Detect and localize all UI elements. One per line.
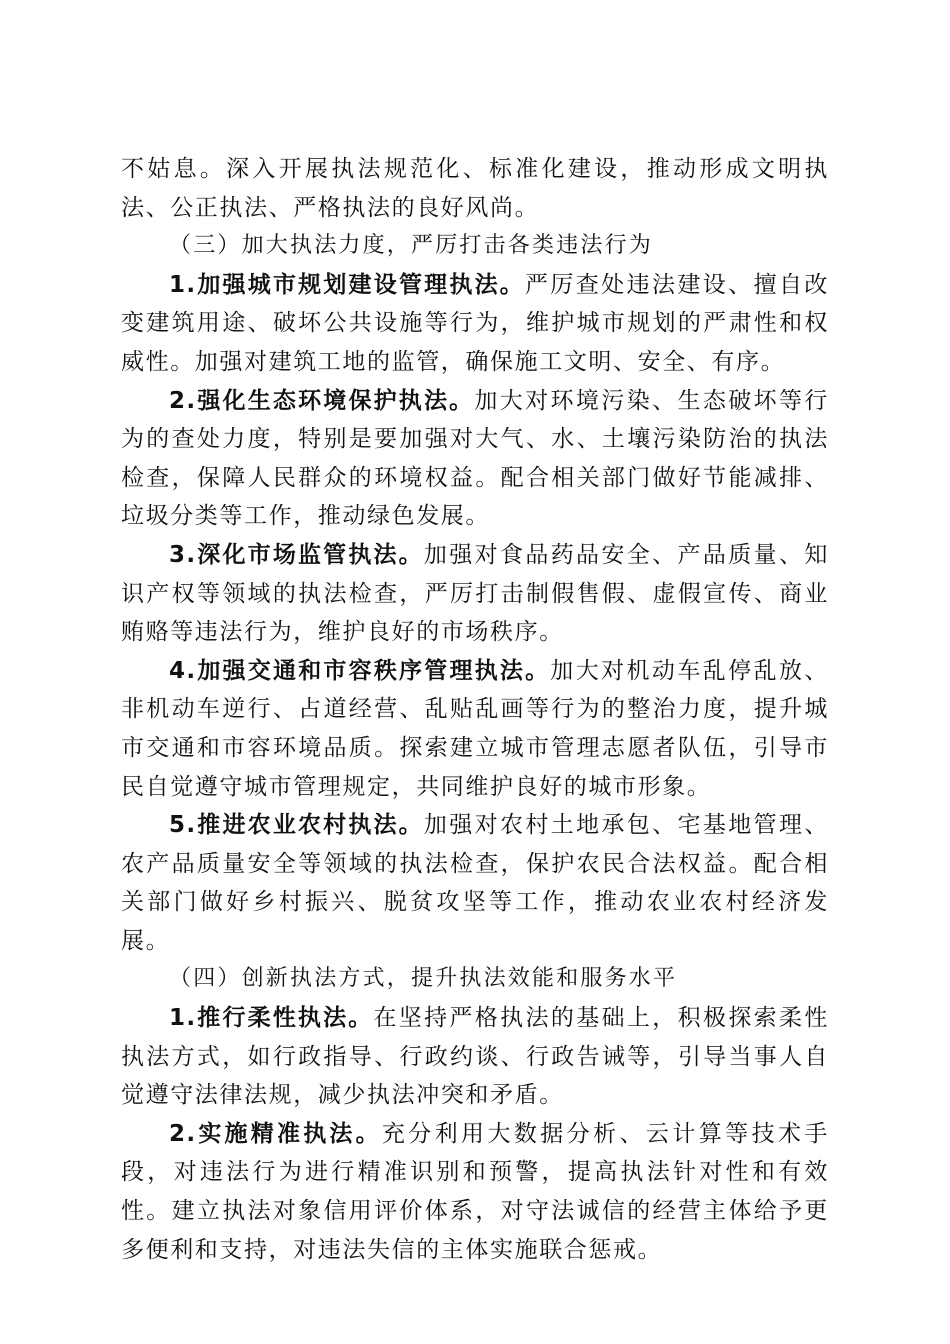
item-lead: 2.实施精准执法。 — [169, 1120, 382, 1147]
section-3-heading: （三）加大执法力度，严厉打击各类违法行为 — [169, 233, 654, 259]
item-text: 严厉查处违法建设、擅自改变建筑用途、破坏公共设施等行为，维护城市规划的严肃性和权威性。加强对建筑工地的监管，确保施工文明、安全、有序。 — [121, 271, 829, 375]
item-lead: 1.加强城市规划建设管理执法。 — [169, 271, 525, 298]
section-4-item-2 — [121, 1115, 829, 1269]
item-text: 加强对食品药品安全、产品质量、知识产权等领域的执法检查，严厉打击制假售假、虚假宣传、商业贿赂等违法行为，维护良好的市场秩序。 — [121, 541, 829, 646]
section-3-item-1 — [121, 266, 829, 382]
section-3-item-4 — [121, 652, 829, 806]
section-4-item-1 — [121, 999, 829, 1115]
item-lead: 1.推行柔性执法。 — [169, 1005, 374, 1032]
item-lead: 4.加强交通和市容秩序管理执法。 — [169, 657, 551, 684]
item-text: 在坚持严格执法的基础上，积极探索柔性执法方式，如行政指导、行政约谈、行政告诫等，引导当事人自觉遵守法律法规，减少执法冲突和矛盾。 — [121, 1005, 829, 1109]
item-text: 充分利用大数据分析、云计算等技术手段，对违法行为进行精准识别和预警，提高执法针对性和有效性。建立执法对象信用评价体系，对守法诚信的经营主体给予更多便利和支持，对违法失信的主体实施联合惩戒。 — [121, 1120, 829, 1263]
intro-paragraph: 不姑息。深入开展执法规范化、标准化建设，推动形成文明执法、公正执法、严格执法的良好风尚。 — [121, 156, 829, 221]
section-3-item-2 — [121, 382, 829, 536]
item-lead: 5.推进农业农村执法。 — [169, 812, 424, 839]
item-lead: 2.强化生态环境保护执法。 — [169, 387, 475, 414]
section-3-item-3 — [121, 536, 829, 652]
item-lead: 3.深化市场监管执法。 — [169, 541, 424, 568]
document-body — [121, 150, 829, 1269]
section-3-item-5 — [121, 806, 829, 960]
item-text: 加大对环境污染、生态破坏等行为的查处力度，特别是要加强对大气、水、土壤污染防治的执法检查，保障人民群众的环境权益。配合相关部门做好节能减排、垃圾分类等工作，推动绿色发展。 — [121, 387, 829, 530]
item-text: 加强对农村土地承包、宅基地管理、农产品质量安全等领域的执法检查，保护农民合法权益。配合相关部门做好乡村振兴、脱贫攻坚等工作，推动农业农村经济发展。 — [121, 812, 829, 954]
item-text: 加大对机动车乱停乱放、非机动车逆行、占道经营、乱贴乱画等行为的整治力度，提升城市交通和市容环境品质。探索建立城市管理志愿者队伍，引导市民自觉遵守城市管理规定，共同维护良好的城市形象。 — [121, 657, 829, 800]
section-4-heading: （四）创新执法方式，提升执法效能和服务水平 — [169, 966, 678, 992]
